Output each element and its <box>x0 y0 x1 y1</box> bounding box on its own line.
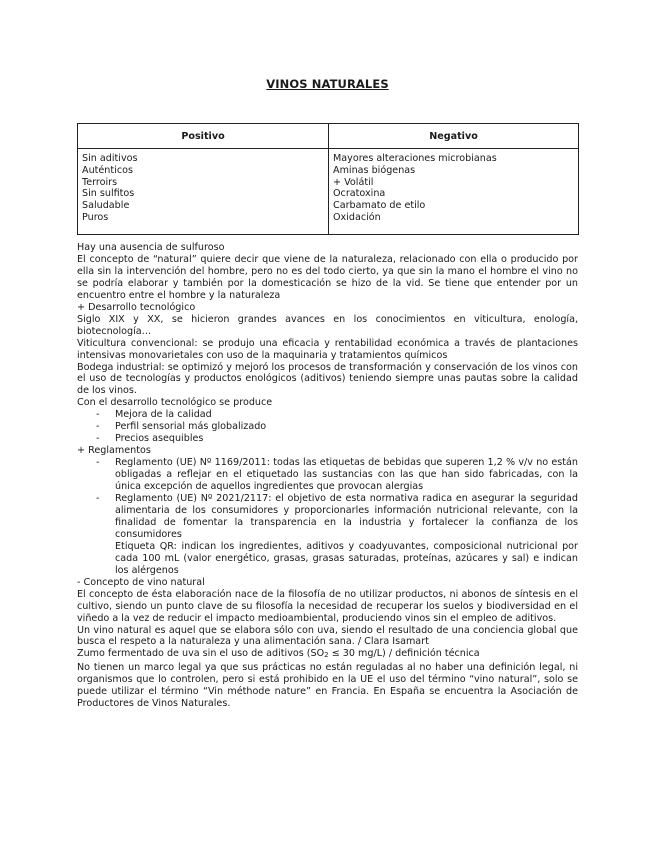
list-item-text: Reglamento (UE) Nº 2021/2117: el objetivo de esta normativa radica en asegurar la seguridad alimentaria de los consumidores y proporcionarles información nutricional relevante, con la finalidad de fomentar la transparencia en la industria y fortalecer la confianza de los consumidores <box>115 493 578 540</box>
dash-bullet: - <box>96 409 100 421</box>
list-item <box>77 457 578 493</box>
document-body <box>77 242 578 710</box>
list-item: Puros <box>82 211 109 223</box>
list-item: + Volátil <box>333 176 374 188</box>
list-continuation: Etiqueta QR: indican los ingredientes, aditivos y coadyuvantes, composicional nutricional por cada 100 mL (valor energético, grasas, grasas saturadas, proteínas, azúcares y sal) e indican los alérgenos <box>115 540 578 576</box>
paragraph: Con el desarrollo tecnológico se produce <box>77 397 273 409</box>
paragraph: El concepto de “natural” quiere decir que viene de la naturaleza, relacionado con ella o producido por ella sin la intervención del hombre, pero no es del todo cierto, ya que sin la mano el hombre el vino no se podría elaborar y también por la domesticación se hizo de la vid. Se tiene que entender por un encuentro entre el hombre y la naturaleza <box>77 253 578 301</box>
list-item-text: Perfil sensorial más globalizado <box>115 421 267 433</box>
list-item: Mayores alteraciones microbianas <box>333 153 497 164</box>
header-positivo: Positivo <box>78 124 329 149</box>
paragraph: Viticultura convencional: se produjo una eficacia y rentabilidad económica a través de plantaciones intensivas monovarietales con uso de la maquinaria y tratamientos químicos <box>77 337 578 361</box>
list-item: Auténticos <box>82 164 133 176</box>
dash-bullet: - <box>96 457 100 469</box>
section-heading: + Reglamentos <box>77 445 151 457</box>
paragraph: Hay una ausencia de sulfuroso <box>77 242 225 253</box>
list-item: Ocratoxina <box>333 188 386 200</box>
dash-bullet: - <box>96 493 100 505</box>
section-heading: + Desarrollo tecnológico <box>77 301 196 313</box>
list-item <box>77 433 578 445</box>
list-item <box>77 409 578 421</box>
text-run: Zumo fermentado de uva sin el uso de aditivos (SO <box>77 648 325 660</box>
paragraph: Un vino natural es aquel que se elabora sólo con uva, siendo el resultado de una conciencia global que busca el respeto a la naturaleza y una alimentación sana. / Clara Isamart <box>77 624 578 648</box>
list-item: Sin sulfitos <box>82 188 135 200</box>
paragraph: Siglo XIX y XX, se hicieron grandes avances en los conocimientos en viticultura, enología, biotecnología… <box>77 313 578 337</box>
paragraph <box>77 648 578 662</box>
list-item-text: Precios asequibles <box>115 433 204 445</box>
list-item: Oxidación <box>333 211 381 223</box>
paragraph: No tienen un marco legal ya que sus prácticas no están reguladas al no haber una definición legal, ni organismos que lo controlen, pero si está prohibido en la UE el uso del término “vino natural”, solo se puede utilizar el término “Vin méthode nature” en Francia. En España se encuentra la Asociación de Productores de Vinos Naturales. <box>77 662 578 710</box>
list-item: Aminas biógenas <box>333 164 416 176</box>
positivo-cell <box>78 149 329 235</box>
list-item <box>77 421 578 433</box>
paragraph: Bodega industrial: se optimizó y mejoró los procesos de transformación y conservación de los vinos con el uso de tecnologías y productos enológicos (aditivos) teniendo siempre unas pautas sobre la calidad de los vinos. <box>77 361 578 397</box>
list-item <box>77 493 578 541</box>
comparison-table <box>77 123 579 235</box>
dash-bullet: - <box>96 433 100 445</box>
section-heading: - Concepto de vino natural <box>77 576 205 588</box>
subscript: 2 <box>324 651 329 660</box>
list-item: Saludable <box>82 200 130 212</box>
header-negativo: Negativo <box>329 124 579 149</box>
negativo-cell <box>329 149 579 235</box>
list-item: Terroirs <box>82 176 118 188</box>
dash-bullet: - <box>96 421 100 433</box>
page-title: VINOS NATURALES <box>266 77 389 91</box>
paragraph: El concepto de ésta elaboración nace de la filosofía de no utilizar productos, ni abonos de síntesis en el cultivo, siendo un punto clave de su filosofía la necesidad de recuperar los suelos y biodiversidad en el viñedo a la vez de reducir el impacto medioambiental, produciendo vinos sin el empleo de aditivos. <box>77 588 578 624</box>
list-item-text: Mejora de la calidad <box>115 409 212 421</box>
list-item: Carbamato de etilo <box>333 200 426 212</box>
list-item-text: Reglamento (UE) Nº 1169/2011: todas las etiquetas de bebidas que superen 1,2 % v/v no están obligadas a reflejar en el etiquetado las sustancias con las que han sido fabricadas, con la única excepción de aquellos ingredientes que provocan alergias <box>115 457 578 493</box>
list-item: Sin aditivos <box>82 153 138 164</box>
text-run: ≤ 30 mg/L) / definición técnica <box>328 648 480 660</box>
